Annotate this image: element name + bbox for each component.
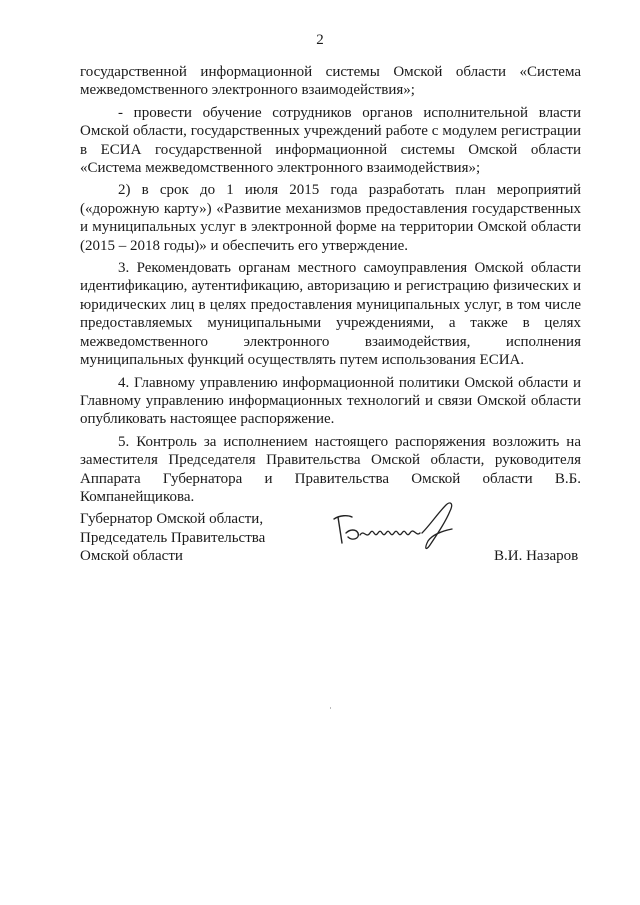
paragraph-item-4: 4. Главному управлению информационной политики Омской области и Главному управлению информационных технологий и связи Омской области опубликовать настоящее распоряжение. [80, 374, 581, 428]
paragraph-training: - провести обучение сотрудников органов исполнительной власти Омской области, государственных учреждений работе с модулем регистрации в ЕСИА государственной информационной системы Омской области «Система межведомственного электронного взаимодействия»; [80, 104, 581, 177]
document-body [80, 63, 581, 510]
handwritten-signature [330, 495, 470, 555]
signatory-title-line: Председатель Правительства [80, 529, 266, 546]
paragraph-roadmap: 2) в срок до 1 июля 2015 года разработать план мероприятий («дорожную карту») «Развитие механизмов предоставления государственных и муниципальных услуг в электронной форме на территории Омской области (2015 – 2018 годы)» и обеспечить его утверждение. [80, 182, 581, 254]
paragraph-item-3: 3. Рекомендовать органам местного самоуправления Омской области идентификацию, аутентификацию, авторизацию и регистрацию физических и юридических лиц в целях предоставления муниципальных услуг, в том числе предоставляемых муниципальными учреждениями, а также в целях межведомственного электронного взаимодействия, исполнения муниципальных функций осуществлять путем использования ЕСИА. [80, 260, 581, 369]
signatory-name: В.И. Назаров [494, 548, 579, 564]
paragraph-item-5: 5. Контроль за исполнением настоящего распоряжения возложить на заместителя Председателя Правительства Омской области, руководителя Аппарата Губернатора и Правительства Омской области В.Б. Компанейщикова. [80, 433, 581, 505]
signatory-title-line: Омской области [80, 548, 183, 565]
paragraph-continuation: государственной информационной системы Омской области «Система межведомственного электронного взаимодействия»; [80, 64, 581, 99]
signatory-title [80, 510, 265, 566]
page-number: 2 [316, 32, 324, 48]
scan-speck [330, 707, 331, 709]
signatory-title-line: Губернатор Омской области, [80, 511, 264, 527]
